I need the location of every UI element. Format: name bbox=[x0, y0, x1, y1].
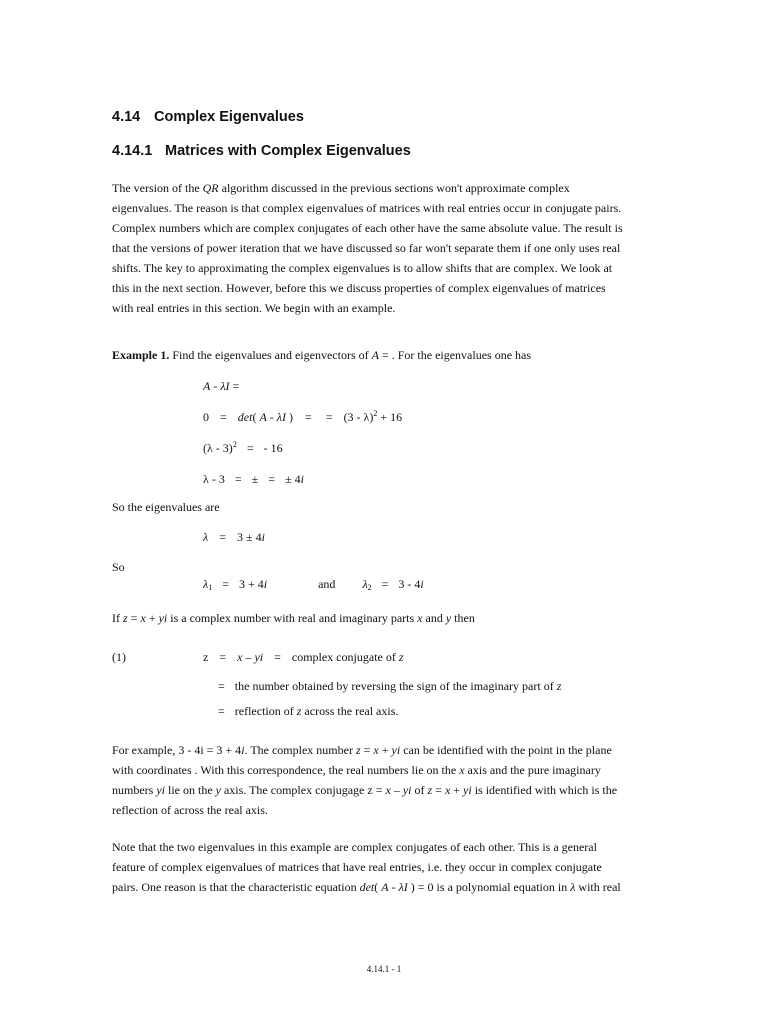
complex-number-definition: If z = x + yi is a complex number with real and imaginary parts x and y then bbox=[112, 611, 475, 625]
section-title: Complex Eigenvalues bbox=[154, 109, 304, 125]
conjugate-row-1: z = x – yi = complex conjugate of z bbox=[203, 650, 404, 664]
text-line: shifts. The key to approximating the complex eigenvalues is to allow shifts that are complex. We look at bbox=[112, 261, 613, 275]
subsection-number: 4.14.1 bbox=[112, 143, 153, 159]
text-line: reflection of across the real axis. bbox=[112, 803, 268, 817]
section-number: 4.14 bbox=[112, 109, 141, 125]
eigenvalue-equation: λ = 3 ± 4i bbox=[203, 530, 265, 544]
page-number: 4.14.1 - 1 bbox=[366, 964, 402, 974]
text-line: Note that the two eigenvalues in this example are complex conjugates of each other. This is a general bbox=[112, 840, 597, 854]
conjugate-row-2: = the number obtained by reversing the sign of the imaginary part of z bbox=[218, 679, 562, 693]
subsection-heading bbox=[112, 143, 411, 159]
section-heading bbox=[112, 109, 304, 125]
so-eigenvalues-text: So the eigenvalues are bbox=[112, 500, 220, 514]
text-line: For example, 3 - 4i = 3 + 4i. The complex number z = x + yi can be identified with the point in the plane bbox=[112, 743, 612, 757]
example-intro: Example 1. Find the eigenvalues and eigenvectors of A = . For the eigenvalues one has bbox=[112, 348, 532, 362]
text-line: pairs. One reason is that the characteristic equation det( A - λI ) = 0 is a polynomial equation in λ with real bbox=[112, 880, 621, 894]
text-line: The version of the QR algorithm discussed in the previous sections won't approximate complex bbox=[112, 181, 570, 195]
text-line: numbers yi lie on the y axis. The complex conjugage z = x – yi of z = x + yi is identified with which is the bbox=[112, 783, 618, 797]
text-line: with real entries in this section. We begin with an example. bbox=[112, 301, 396, 315]
eigenvalue-pair: $\lambda_1 = 3 + 4i$ and $\lambda_2 = 3 - 4i$ bbox=[203, 577, 424, 592]
text-line: this in the next section. However, before this we discuss properties of complex eigenvalues of matrices bbox=[112, 281, 606, 295]
text-line: feature of complex eigenvalues of matrices that have real entries, i.e. they occur in complex conjugate bbox=[112, 860, 602, 874]
geometric-paragraph bbox=[112, 740, 657, 820]
conjugate-row-3: = reflection of z across the real axis. bbox=[218, 704, 399, 718]
equation-label-1: (1) bbox=[112, 650, 126, 664]
equation-1: A - λI = bbox=[203, 379, 240, 393]
text-line: Complex numbers which are complex conjugates of each other have the same absolute value. The result is bbox=[112, 221, 623, 235]
equation-2: 0 = det( A - λI ) = = (3 - λ)$^2$ + 16 bbox=[203, 409, 403, 424]
subsection-title: Matrices with Complex Eigenvalues bbox=[165, 143, 411, 159]
so-text: So bbox=[112, 560, 125, 574]
text-line: that the versions of power iteration that we have discussed so far won't separate them if one only uses real bbox=[112, 241, 621, 255]
equation-3: (λ - 3)$^2$ = - 16 bbox=[203, 440, 283, 455]
text-line: with coordinates . With this correspondence, the real numbers lie on the x axis and the pure imaginary bbox=[112, 763, 601, 777]
equation-4: λ - 3 = ± = ± 4i bbox=[203, 472, 304, 486]
text-line: eigenvalues. The reason is that complex eigenvalues of matrices with real entries occur in conjugate pairs. bbox=[112, 201, 622, 215]
intro-paragraph bbox=[112, 178, 657, 318]
example-label: Example 1. bbox=[112, 348, 170, 362]
conjugate-pairs-paragraph bbox=[112, 837, 657, 897]
